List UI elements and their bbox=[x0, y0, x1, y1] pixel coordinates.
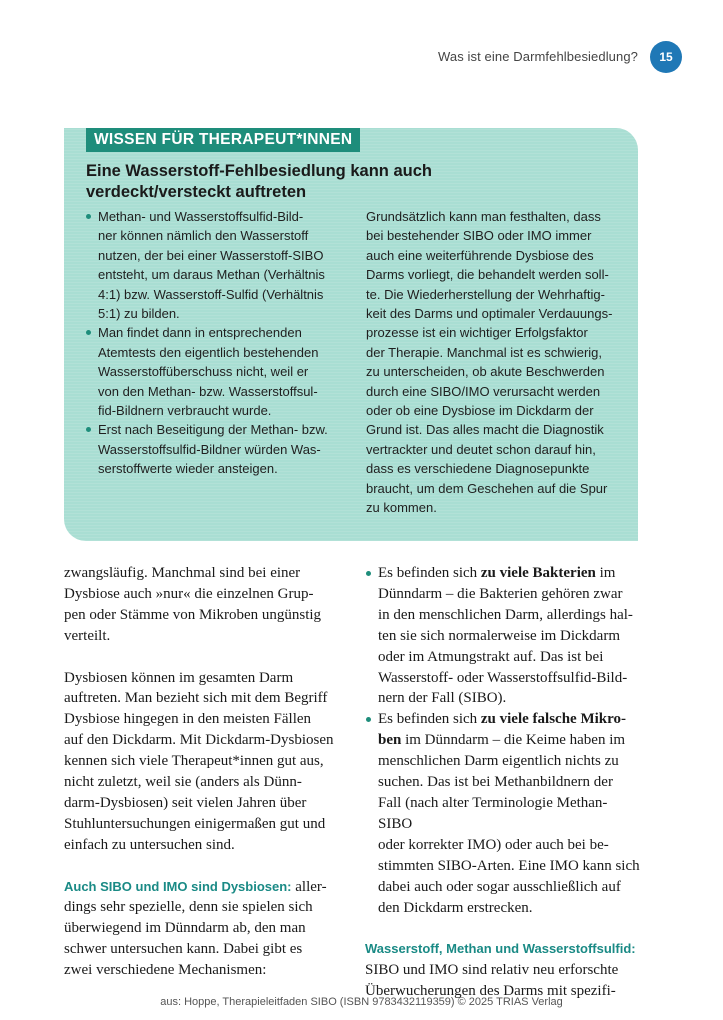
text-line: Dünndarm – die Bakterien gehören zwar bbox=[378, 585, 623, 602]
text-line: kennen sich viele Therapeut*innen gut aus, bbox=[64, 753, 324, 770]
text-line: auf den Dickdarm. Mit Dickdarm-Dysbiosen bbox=[64, 732, 334, 749]
info-box-bullet-list bbox=[86, 207, 346, 479]
text-line: Grundsätzlich kann man festhalten, dass bbox=[366, 209, 601, 224]
text-fragment: Es befinden sich bbox=[378, 711, 481, 728]
info-box-bullet bbox=[86, 323, 346, 420]
text-line: darm-Dysbiosen) seit vielen Jahren über bbox=[64, 794, 307, 811]
body-paragraph bbox=[64, 563, 338, 647]
text-line: Grund ist. Das alles macht die Diagnostik bbox=[366, 422, 604, 438]
text-line: vertrackter und deutet schon darauf hin, bbox=[366, 441, 596, 457]
mechanism-bullet bbox=[365, 563, 641, 709]
info-box-title bbox=[86, 161, 486, 203]
text-line: nern der Fall (SIBO). bbox=[378, 690, 507, 707]
text-line: auftreten. Man bezieht sich mit dem Begriff bbox=[64, 690, 328, 707]
text-line: Wasserstoff- oder Wasserstoffsulfid-Bild- bbox=[378, 669, 628, 686]
text-line: auch eine weiterführende Dysbiose des bbox=[366, 247, 594, 263]
text-line: menschlichen Darm eigentlich nichts zu bbox=[378, 753, 619, 770]
text-line: bei bestehender SIBO oder IMO immer bbox=[366, 228, 592, 244]
text-line: zwangsläufig. Manchmal sind bei einer bbox=[64, 565, 301, 581]
text-line: der Therapie. Manchmal ist es schwierig, bbox=[366, 344, 603, 360]
text-line: prozesse ist ein wichtiger Erfolgsfaktor bbox=[366, 325, 588, 341]
running-title: Was ist eine Darmfehlbesiedlung? bbox=[438, 49, 638, 64]
text-line: überwiegend im Dünndarm ab, den man bbox=[64, 920, 306, 937]
bullet-dot-icon bbox=[366, 717, 371, 722]
text-line: braucht, um dem Geschehen auf die Spur bbox=[366, 480, 608, 496]
text-line: zwei verschiedene Mechanismen: bbox=[64, 962, 267, 979]
text-line: dings sehr spezielle, denn sie spielen sich bbox=[64, 899, 313, 916]
source-footer: aus: Hoppe, Therapieleitfaden SIBO (ISBN 9783432119359) © 2025 TRIAS Verlag bbox=[160, 996, 563, 1008]
text-line: Fall (nach alter Terminologie Methan-SIBO bbox=[378, 794, 608, 832]
text-line: pen oder Stämme von Mikroben ungünstig bbox=[64, 606, 322, 623]
text-fragment: aller- bbox=[291, 878, 327, 895]
text-line: entsteht, um daraus Methan (Verhältnis bbox=[98, 267, 325, 283]
text-line: Wasserstoffsulfid-Bildner würden Was- bbox=[98, 441, 321, 457]
bold-phrase: zu viele Bakterien bbox=[480, 565, 596, 581]
text-fragment: im Dünndarm – die Keime haben im bbox=[401, 732, 626, 749]
text-line: oder korrekter IMO) oder auch bei be- bbox=[378, 836, 609, 853]
body-column-right bbox=[365, 563, 641, 1002]
text-fragment: Es befinden sich bbox=[378, 565, 481, 581]
text-line: Dysbiosen können im gesamten Darm bbox=[64, 669, 294, 686]
inline-heading: Wasserstoff, Methan und Wasserstoffsulfid: bbox=[365, 941, 636, 957]
text-line: Darms vorliegt, die behandelt werden soll- bbox=[366, 267, 609, 283]
text-line: in den menschlichen Darm, allerdings hal- bbox=[378, 606, 633, 623]
text-line: Man findet dann in entsprechenden bbox=[98, 325, 302, 341]
text-line: 4:1) bzw. Wasserstoff-Sulfid (Verhältnis bbox=[98, 286, 324, 302]
text-line: keit des Darms und optimaler Verdauungs- bbox=[366, 306, 613, 322]
page-number-badge: 15 bbox=[650, 41, 682, 73]
text-line: zu kommen. bbox=[366, 500, 437, 516]
mechanism-list bbox=[365, 563, 641, 918]
bullet-dot-icon bbox=[366, 571, 371, 576]
text-line: durch eine SIBO/IMO verursacht werden bbox=[366, 383, 601, 399]
text-line: suchen. Das ist bei Methanbildnern der bbox=[378, 774, 613, 791]
info-box-bullet bbox=[86, 420, 346, 478]
text-line: von den Methan- bzw. Wasserstoffsul- bbox=[98, 383, 318, 399]
text-line: nicht zuletzt, weil sie (anders als Dünn- bbox=[64, 774, 302, 791]
text-line: den Dickdarm erstrecken. bbox=[378, 899, 533, 916]
text-line: Stuhluntersuchungen einigermaßen gut und bbox=[64, 815, 326, 832]
text-line: serstoffwerte wieder ansteigen. bbox=[98, 461, 278, 477]
text-line: stimmten SIBO-Arten. Eine IMO kann sich bbox=[378, 857, 640, 874]
bullet-dot-icon bbox=[86, 214, 91, 219]
bullet-dot-icon bbox=[86, 330, 91, 335]
text-fragment: im bbox=[595, 565, 616, 581]
text-line: Überwucherungen des Darms mit spezifi- bbox=[365, 983, 616, 1000]
text-line: verteilt. bbox=[64, 627, 111, 644]
bullet-dot-icon bbox=[86, 427, 91, 432]
text-line: Dysbiose auch »nur« die einzelnen Grup- bbox=[64, 585, 314, 602]
text-line: Dysbiose hingegen in den meisten Fällen bbox=[64, 711, 312, 728]
info-box-label: WISSEN FÜR THERAPEUT*INNEN bbox=[86, 128, 360, 152]
text-line: 5:1) zu bilden. bbox=[98, 306, 180, 322]
info-box-title-line: verdeckt/versteckt auftreten bbox=[86, 183, 307, 201]
text-line: SIBO und IMO sind relativ neu erforschte bbox=[365, 962, 619, 979]
bold-phrase: ben bbox=[378, 732, 402, 749]
text-line: fid-Bildnern verbraucht wurde. bbox=[98, 403, 272, 419]
info-box-title-line: Eine Wasserstoff-Fehlbesiedlung kann auch bbox=[86, 162, 432, 180]
mechanism-bullet bbox=[365, 709, 641, 918]
text-line: Erst nach Beseitigung der Methan- bzw. bbox=[98, 422, 328, 438]
text-line: Atemtests den eigentlich bestehenden bbox=[98, 344, 319, 360]
text-line: dabei auch oder sogar ausschließlich auf bbox=[378, 878, 621, 895]
body-column-left bbox=[64, 563, 338, 981]
text-line: oder im Atmungstrakt auf. Das ist bei bbox=[378, 648, 604, 665]
text-line: nutzen, der bei einer Wasserstoff-SIBO bbox=[98, 247, 324, 263]
inline-heading: Auch SIBO und IMO sind Dysbiosen: bbox=[64, 878, 292, 894]
info-box-paragraph bbox=[366, 207, 620, 518]
text-line: te. Die Wiederherstellung der Wehrhaftig- bbox=[366, 286, 605, 302]
text-line: zu unterscheiden, ob akute Beschwerden bbox=[366, 364, 605, 380]
bold-phrase: zu viele falsche Mikro- bbox=[480, 711, 626, 728]
text-line: Wasserstoffüberschuss nicht, weil er bbox=[98, 364, 309, 380]
text-line: einfach zu untersuchen sind. bbox=[64, 836, 235, 853]
text-line: Methan- und Wasserstoffsulfid-Bild- bbox=[98, 209, 304, 224]
body-paragraph bbox=[64, 668, 338, 856]
body-paragraph bbox=[365, 939, 641, 1002]
text-line: dass es verschiedene Diagnosepunkte bbox=[366, 461, 590, 477]
info-box-bullet bbox=[86, 207, 346, 323]
body-paragraph bbox=[64, 877, 338, 982]
text-line: ten sie sich normalerweise im Dickdarm bbox=[378, 627, 621, 644]
text-line: schwer untersuchen kann. Dabei gibt es bbox=[64, 941, 303, 958]
text-line: oder ob eine Dysbiose im Dickdarm der bbox=[366, 403, 594, 419]
text-line: ner können nämlich den Wasserstoff bbox=[98, 228, 309, 244]
